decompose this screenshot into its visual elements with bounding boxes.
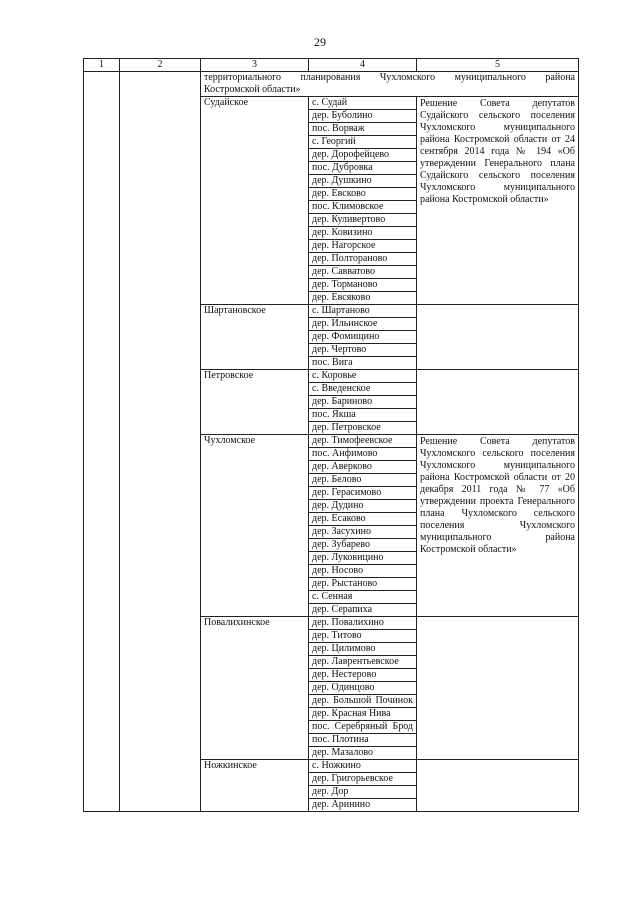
settlement-item: пос. Дубровка xyxy=(309,162,416,175)
intro-line-1: территориального планирования Чухломского муниципального района xyxy=(204,72,575,83)
settlement-item: дер. Луковицино xyxy=(309,552,416,565)
settlement-item: с. Судай xyxy=(309,97,416,110)
intro-text xyxy=(201,72,579,97)
approval-document: Решение Совета депутатов Судайского сельского поселения Чухломского муниципального района Костромской области от 24 сентября 2014 года № 194 «Об утверждении Генерального плана Судайского сельского поселения Чухломского муниципального района Костромской области» xyxy=(417,97,579,305)
approval-document xyxy=(417,370,579,435)
settlement-item: дер. Григорьевское xyxy=(309,773,416,786)
settlement-item: дер. Рыстаново xyxy=(309,578,416,591)
intro-row xyxy=(84,72,579,97)
settlement-item: дер. Куливертово xyxy=(309,214,416,227)
settlement-list xyxy=(309,305,417,370)
settlement-item: дер. Фомищино xyxy=(309,331,416,344)
settlement-item: дер. Петровское xyxy=(312,422,381,433)
settlement-item: дер. Белово xyxy=(309,474,416,487)
approval-document: Решение Совета депутатов Чухломского сельского поселения Чухломского муниципального района Костромской области от 20 декабря 2011 года № 77 «Об утверждении проекта Генерального плана Чухломского сельского поселения Чухломского муниципального района Костромской области» xyxy=(417,435,579,617)
settlement-item: пос. Анфимово xyxy=(309,448,416,461)
settlement-item: пос. Плотина xyxy=(309,734,416,747)
settlement-group-name: Ножкинское xyxy=(201,760,309,812)
settlement-item: дер. Буболино xyxy=(309,110,416,123)
settlement-item: дер. Тимофеевское xyxy=(309,435,416,448)
settlement-item: с. Георгий xyxy=(309,136,416,149)
settlements-table xyxy=(83,58,579,812)
settlement-item: дер. Красная Нива xyxy=(309,708,416,721)
settlement-item: дер. Евсково xyxy=(309,188,416,201)
settlement-item: дер. Герасимово xyxy=(309,487,416,500)
settlement-item: дер. Душкино xyxy=(309,175,416,188)
settlement-list xyxy=(309,760,417,812)
settlement-list xyxy=(309,617,417,760)
settlement-group-name: Судайское xyxy=(201,97,309,305)
page-number: 29 xyxy=(314,35,326,49)
settlement-item: дер. Серапиха xyxy=(312,604,373,615)
settlement-item: пос. Ворваж xyxy=(309,123,416,136)
intro-line-2: Костромской области» xyxy=(204,84,301,95)
settlement-item: с. Шартаново xyxy=(309,305,416,318)
settlement-item: дер. Цилимово xyxy=(309,643,416,656)
settlement-item: дер. Полтораново xyxy=(309,253,416,266)
settlement-item: дер. Повалихино xyxy=(309,617,416,630)
settlement-item: с. Введенское xyxy=(309,383,416,396)
settlement-item: дер. Аринино xyxy=(312,799,371,810)
settlement-item: пос. Якша xyxy=(309,409,416,422)
settlement-item: дер. Зубарево xyxy=(309,539,416,552)
settlement-group-name: Петровское xyxy=(201,370,309,435)
settlement-group-name: Шартановское xyxy=(201,305,309,370)
settlement-group-name: Повалихинское xyxy=(201,617,309,760)
settlement-item: дер. Савватово xyxy=(309,266,416,279)
settlement-item: дер. Дор xyxy=(309,786,416,799)
settlement-item: дер. Дудино xyxy=(309,500,416,513)
header-col-5: 5 xyxy=(417,59,579,72)
settlement-item: дер. Бариново xyxy=(309,396,416,409)
settlement-item: дер. Евсяково xyxy=(312,292,371,303)
settlement-item: дер. Чертово xyxy=(309,344,416,357)
settlement-item: дер. Одинцово xyxy=(309,682,416,695)
settlement-item: дер. Лаврентьевское xyxy=(309,656,416,669)
settlement-list xyxy=(309,370,417,435)
settlement-item: с. Ножкино xyxy=(309,760,416,773)
settlement-list xyxy=(309,97,417,305)
settlement-item: с. Коровье xyxy=(309,370,416,383)
header-row xyxy=(84,59,579,72)
header-col-2: 2 xyxy=(120,59,201,72)
settlement-list xyxy=(309,435,417,617)
approval-document xyxy=(417,617,579,760)
settlement-item: с. Сенная xyxy=(309,591,416,604)
settlement-item: дер. Носово xyxy=(309,565,416,578)
settlement-item: дер. Большой Починок xyxy=(309,695,416,708)
settlement-item: дер. Титово xyxy=(309,630,416,643)
settlement-item: дер. Дорофейцево xyxy=(309,149,416,162)
settlement-item: дер. Ильинское xyxy=(309,318,416,331)
header-col-1: 1 xyxy=(84,59,120,72)
settlement-item: дер. Ковизино xyxy=(309,227,416,240)
settlement-item: дер. Мазалово xyxy=(312,747,373,758)
settlement-item: дер. Есаково xyxy=(309,513,416,526)
settlement-item: дер. Аверково xyxy=(309,461,416,474)
approval-document xyxy=(417,305,579,370)
header-col-4: 4 xyxy=(309,59,417,72)
settlement-item: дер. Засухино xyxy=(309,526,416,539)
approval-document xyxy=(417,760,579,812)
col1-cell xyxy=(84,72,120,812)
settlement-item: дер. Нагорское xyxy=(309,240,416,253)
settlement-item: дер. Нестерово xyxy=(309,669,416,682)
settlement-item: дер. Торманово xyxy=(309,279,416,292)
settlement-item: пос. Серебряный Брод xyxy=(309,721,416,734)
header-col-3: 3 xyxy=(201,59,309,72)
settlement-item: пос. Климовское xyxy=(309,201,416,214)
settlement-item: пос. Вига xyxy=(312,357,353,368)
col2-cell xyxy=(120,72,201,812)
settlement-group-name: Чухломское xyxy=(201,435,309,617)
